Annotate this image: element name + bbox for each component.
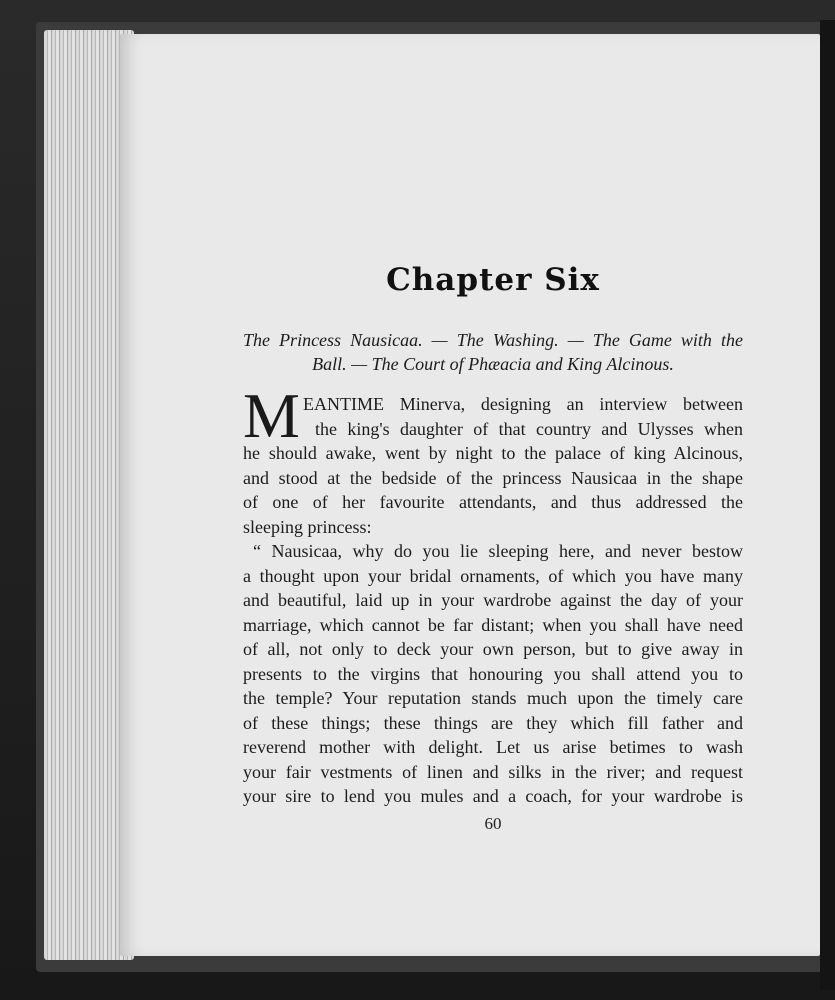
text-line: your fair vestments of linen and silks in the river; and request [243, 761, 743, 782]
summary-line-1: The Princess Nausicaa. — The Washing. — The Game with the [243, 330, 743, 350]
text-line: presents to the virgins that honouring you shall attend you to [243, 663, 743, 684]
body-text [243, 392, 743, 809]
text-line: he should awake, went by night to the palace of king Alcinous, [243, 443, 743, 463]
text-line: a thought upon your bridal ornaments, of which you have many [243, 565, 743, 586]
scan-edge [820, 20, 835, 990]
text-line: of all, not only to deck your own person, but to give away in [243, 639, 743, 659]
text-line: EANTIME Minerva, designing an interview between [303, 394, 743, 414]
chapter-title: Chapter Six [386, 262, 600, 298]
text-line: sleeping princess: [243, 516, 372, 537]
text-line: the temple? Your reputation stands much upon the timely care [243, 688, 743, 708]
chapter-summary [243, 328, 743, 376]
text-line: and beautiful, laid up in your wardrobe against the day of your [243, 590, 743, 610]
page-number: 60 [484, 814, 502, 833]
text-line: the king's daughter of that country and Ulysses when [315, 418, 743, 439]
text-line: of one of her favourite attendants, and thus addressed the [243, 492, 743, 512]
text-line: and stood at the bedside of the princess Nausicaa in the shape [243, 467, 743, 488]
text-line: reverend mother with delight. Let us arise betimes to wash [243, 737, 743, 757]
text-line: marriage, which cannot be far distant; when you shall have need [243, 614, 743, 635]
summary-line-2: Ball. — The Court of Phæacia and King Alcinous. [312, 354, 674, 374]
drop-cap: M [243, 380, 300, 451]
text-line: “ Nausicaa, why do you lie sleeping here, and never bestow [253, 541, 743, 561]
text-line: your sire to lend you mules and a coach, for your wardrobe is [243, 786, 743, 806]
text-line: of these things; these things are they which fill father and [243, 712, 743, 733]
